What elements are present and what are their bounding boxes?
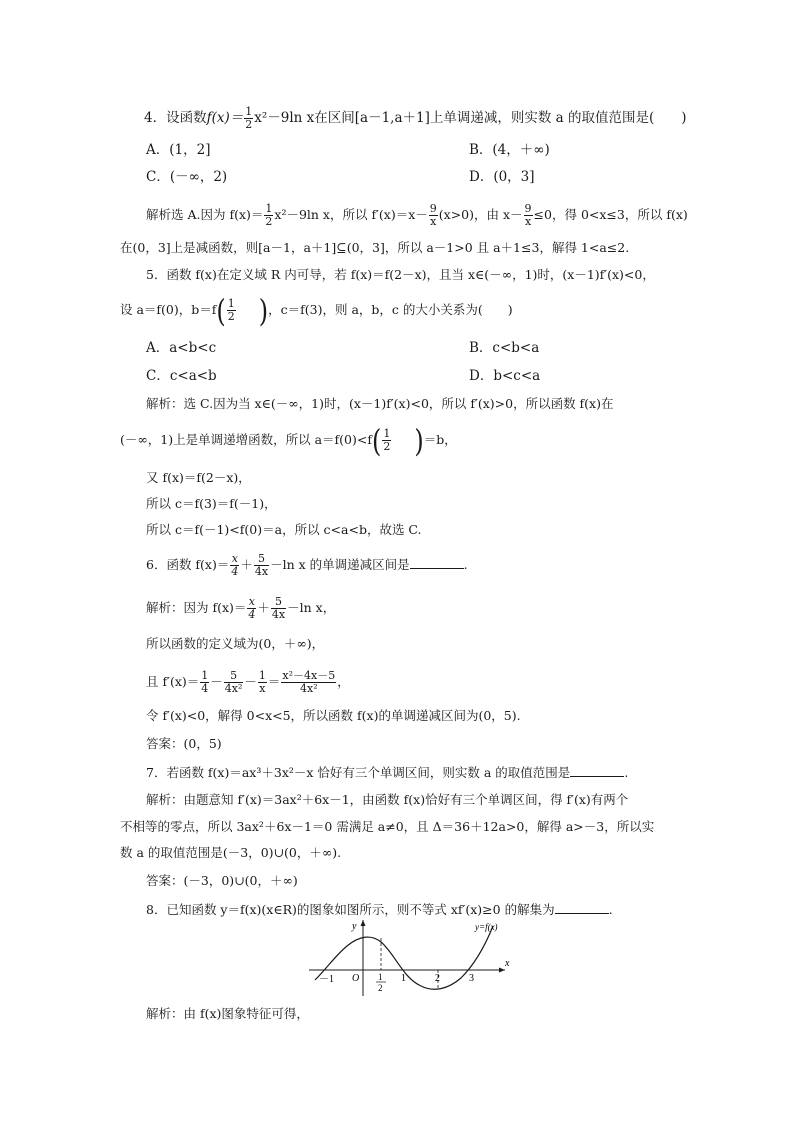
q7-stem-a: 7．若函数 f(x)＝ax³＋3x²－x 恰好有三个单调区间，则实数 a 的取值范围是 xyxy=(146,765,571,780)
q4-solution-line1 xyxy=(146,203,688,228)
q7-solution-line2: 不相等的零点，所以 3ax²＋6x－1＝0 需满足 a≠0，且 Δ＝36＋12a>0，解得 a>－3，所以实 xyxy=(120,819,655,834)
q6-sol3-f1-num: 1 xyxy=(201,669,209,682)
q6-sol3-f4-den: 4x² xyxy=(300,682,318,695)
q7-answer: 答案：(－3，0)∪(0，＋∞) xyxy=(146,873,298,888)
q6-solution-line4: 令 f′(x)<0，解得 0<x<5，所以函数 f(x)的单调递减区间为(0，5). xyxy=(146,708,521,723)
q4-sol-c: (x>0)，由 x－ xyxy=(438,207,523,222)
q5-option-c: C．c<a<b xyxy=(146,368,217,384)
q4-frac xyxy=(244,106,253,131)
q6-sol3-f2-num: 5 xyxy=(224,670,244,683)
q6-sol3-f1 xyxy=(200,670,209,695)
q5-option-d: D．b<c<a xyxy=(469,368,541,384)
tick-3: 3 xyxy=(469,973,474,984)
right-paren: ) xyxy=(258,292,269,329)
q6-sol1-a: 解析：因为 f(x)＝ xyxy=(146,600,247,615)
q4-frac-num: 1 xyxy=(245,105,253,118)
q6-sol1-frac1-den: 4 xyxy=(248,608,256,621)
left-paren: ( xyxy=(371,422,382,459)
q5-stem-line1: 5．函数 f(x)在定义域 R 内可导，若 f(x)＝f(2－x)，且当 x∈(－∞，1)时，(x－1)f′(x)<0， xyxy=(146,267,655,282)
q5-stem-line2 xyxy=(120,292,513,329)
q5-line2-frac-num: 1 xyxy=(227,297,235,310)
q4-sol-frac3-den: x xyxy=(524,215,532,228)
q4-sol-frac2-num: 9 xyxy=(429,202,437,215)
q5-sol2-frac-num: 1 xyxy=(383,427,391,440)
q4-sol-b: x²－9ln x，所以 f′(x)＝x－ xyxy=(274,207,428,222)
x-axis-label: x xyxy=(505,958,510,969)
q6-stem xyxy=(146,553,468,578)
q4-option-b: B．(4，＋∞) xyxy=(469,142,550,158)
q6-plus: ＋ xyxy=(240,557,253,572)
q5-line2-a: 设 a＝f(0)，b＝f xyxy=(120,302,217,317)
answer-blank[interactable] xyxy=(555,899,609,914)
q6-sol3-b: ， xyxy=(337,674,350,689)
origin-label: O xyxy=(352,973,360,984)
q8-solution-line1: 解析：由 f(x)图象特征可得， xyxy=(146,1006,309,1021)
q6-frac1-den: 4 xyxy=(231,565,239,578)
answer-blank[interactable] xyxy=(570,762,624,777)
q6-frac2 xyxy=(254,553,269,578)
q4-sol-frac1-num: 1 xyxy=(265,202,273,215)
q6-frac1 xyxy=(230,553,239,578)
q5-solution-line4: 所以 c＝f(3)＝f(－1)， xyxy=(146,496,277,511)
q6-solution-line3 xyxy=(146,670,350,695)
q6-sol3-f3-num: 1 xyxy=(258,669,266,682)
q6-sol3-f4-num: x²－4x－5 xyxy=(282,669,336,682)
q6-sol1-b: －ln x， xyxy=(287,600,336,615)
q4-option-d: D．(0，3] xyxy=(469,169,535,185)
q6-stem-a: 6．函数 f(x)＝ xyxy=(146,557,230,572)
q5-line2-frac-den: 2 xyxy=(227,310,235,323)
q6-sol3-minus2: － xyxy=(244,674,257,689)
q7-solution-line3: 数 a 的取值范围是(－3，0)∪(0，＋∞). xyxy=(120,845,342,860)
q5-solution-line2 xyxy=(120,422,457,459)
q4-prefix: 4．设函数 xyxy=(144,110,207,126)
q6-sol3-f4 xyxy=(281,670,336,695)
q4-solution-line2: 在(0，3]上是减函数，则[a－1，a＋1]⊆(0，3]，所以 a－1>0 且 a＋1≤3，解得 1<a≤2. xyxy=(120,240,630,255)
q6-frac2-num: 5 xyxy=(254,553,269,566)
q5-sol2-b: ＝b， xyxy=(423,432,457,447)
q4-sol-frac2-den: x xyxy=(430,215,437,228)
q6-sol3-eq: ＝ xyxy=(267,674,281,689)
y-axis-label: y xyxy=(352,921,357,932)
q6-sol3-f3 xyxy=(258,670,267,695)
q4-sol-frac3 xyxy=(524,203,533,228)
function-graph xyxy=(305,918,525,1002)
q4-option-a: A．(1，2] xyxy=(146,142,211,158)
q6-sol1-frac1 xyxy=(247,596,256,621)
tick-minus1: －1 xyxy=(319,974,334,985)
q7-stem-end: . xyxy=(624,765,629,780)
right-paren: ) xyxy=(414,422,424,459)
q6-sol1-plus: ＋ xyxy=(257,600,270,615)
q6-stem-end: . xyxy=(463,557,468,572)
q6-sol1-frac1-num: x xyxy=(248,595,256,608)
curve-label: y=f(x) xyxy=(475,922,498,932)
q6-sol3-f1-den: 4 xyxy=(201,682,209,695)
q8-stem-end: . xyxy=(608,902,613,917)
q6-frac1-num: x xyxy=(231,552,238,565)
q5-option-a: A．a<b<c xyxy=(146,340,217,356)
q5-sol2-a: (－∞，1)上是单调递增函数，所以 a＝f(0)<f xyxy=(120,432,372,447)
q5-solution-line5: 所以 c＝f(－1)<f(0)＝a，所以 c<a<b，故选 C. xyxy=(146,522,422,537)
q8-stem xyxy=(146,899,613,920)
q5-solution-line1: 解析：选 C.因为当 x∈(－∞，1)时，(x－1)f′(x)<0，所以 f′(x)>0，所以函数 f(x)在 xyxy=(146,396,614,411)
q6-sol3-f2-den: 4x² xyxy=(224,682,243,695)
q6-solution-line1 xyxy=(146,596,335,621)
q5-solution-line3: 又 f(x)＝f(2－x)， xyxy=(146,470,251,485)
q4-sol-frac1 xyxy=(264,203,273,228)
q5-option-b: B．c<b<a xyxy=(469,340,540,356)
q4-stem xyxy=(144,106,687,131)
q6-frac2-den: 4x xyxy=(254,565,269,578)
q6-sol3-f3-den: x xyxy=(259,682,266,695)
tick-2: 2 xyxy=(435,973,440,984)
q5-sol2-frac-den: 2 xyxy=(383,440,391,453)
q5-line2-b: ，c＝f(3)，则 a，b，c 的大小关系为( ) xyxy=(268,302,513,317)
tick-1: 1 xyxy=(401,973,406,984)
q5-sol2-frac xyxy=(382,428,391,453)
q5-line2-frac xyxy=(227,298,236,323)
q6-sol3-a: 且 f′(x)＝ xyxy=(146,674,200,689)
q6-solution-line2: 所以函数的定义域为(0，＋∞)， xyxy=(146,636,325,651)
q4-frac-den: 2 xyxy=(245,118,253,131)
q6-stem-b: －ln x 的单调递减区间是 xyxy=(270,557,410,572)
tick-half-den: 2 xyxy=(378,983,383,993)
q8-stem-a: 8．已知函数 y＝f(x)(x∈R)的图象如图所示，则不等式 xf′(x)≥0 的解集为 xyxy=(146,902,555,917)
q4-fx: f(x)＝ xyxy=(206,110,244,126)
q4-option-c: C．(－∞，2) xyxy=(146,169,228,185)
tick-half-num: 1 xyxy=(378,972,383,982)
answer-blank[interactable] xyxy=(410,554,464,569)
q6-sol3-minus1: － xyxy=(210,674,223,689)
q4-sol-frac2 xyxy=(429,203,438,228)
left-paren: ( xyxy=(216,292,226,329)
q4-sol-d: ≤0，得 0<x≤3，所以 f(x) xyxy=(533,207,688,222)
q4-sol-a: 解析选 A.因为 f(x)＝ xyxy=(146,207,264,222)
q4-tail: x²－9ln x在区间[a－1,a＋1]上单调递减，则实数 a 的取值范围是( ) xyxy=(254,110,687,126)
q4-sol-frac1-den: 2 xyxy=(265,215,273,228)
q6-sol1-frac2-den: 4x xyxy=(271,608,286,621)
q7-stem xyxy=(146,762,628,783)
q7-solution-line1: 解析：由题意知 f′(x)＝3ax²＋6x－1，由函数 f(x)恰好有三个单调区间，得 f′(x)有两个 xyxy=(146,792,629,807)
y-axis-arrow xyxy=(361,920,366,926)
q4-sol-frac3-num: 9 xyxy=(524,202,532,215)
q6-answer: 答案：(0，5) xyxy=(146,736,222,751)
q6-sol1-frac2 xyxy=(271,596,286,621)
q6-sol3-f2 xyxy=(224,670,244,695)
q6-sol1-frac2-num: 5 xyxy=(271,596,286,609)
